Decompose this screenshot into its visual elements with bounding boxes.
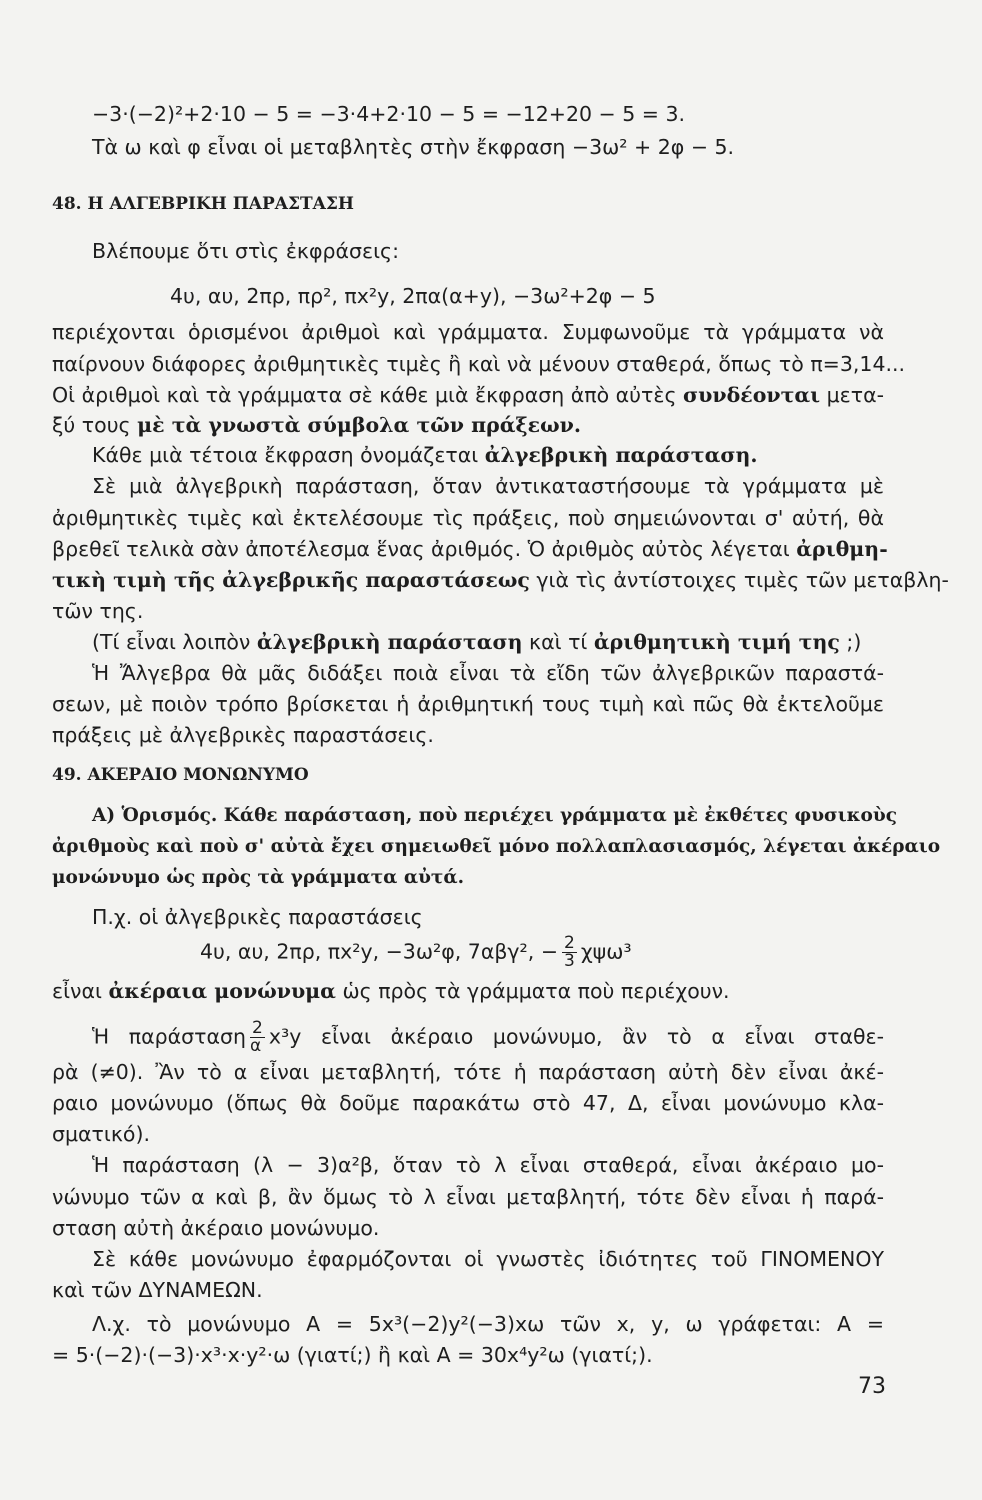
text-line [52, 411, 884, 439]
fraction-numerator: 2 [252, 1018, 263, 1038]
text-span: Κάθε μιὰ τέτοια ἔκφραση ὀνομάζεται [92, 443, 479, 467]
text-span: βρεθεῖ τελικὰ σὰν ἀποτέλεσμα ἕνας ἀριθμός. Ὁ ἀριθμὸς αὐτὸς λέγεται [52, 537, 790, 561]
text-line: Τὰ ω καὶ φ εἶναι οἱ μεταβλητὲς στὴν ἔκφραση −3ω² + 2φ − 5. [92, 135, 735, 159]
definition-line: ἀριθμοὺς καὶ ποὺ σ' αὐτὰ ἔχει σημειωθεῖ μόνο πολλαπλασιασμός, λέγεται ἀκέραιο [52, 836, 941, 857]
text-line: περιέχονται ὁρισμένοι ἀριθμοὶ καὶ γράμματα. Συμφωνοῦμε τὰ γράμματα νὰ [52, 320, 884, 344]
text-line [52, 381, 884, 409]
text-line: ραιο μονώνυμο (ὅπως θὰ δοῦμε παρακάτω στὸ 47, Δ, εἶναι μονώνυμο κλα- [52, 1091, 884, 1115]
text-line: καὶ τῶν ΔΥΝΑΜΕΩΝ. [52, 1278, 263, 1302]
bold-term: ἀλγεβρικὴ παράσταση. [484, 443, 758, 467]
text-span: ;) [846, 630, 862, 654]
text-span: καὶ τί [529, 630, 588, 654]
text-line [92, 628, 884, 656]
text-line: = 5·(−2)·(−3)·x³·x·y²·ω (γιατί;) ἢ καὶ Α = 30x⁴y²ω (γιατί;). [52, 1343, 653, 1367]
text-span: Οἱ ἀριθμοὶ καὶ τὰ γράμματα σὲ κάθε μιὰ ἔκφραση ἀπὸ αὐτὲς [52, 383, 677, 407]
text-span: εἶναι [52, 979, 102, 1003]
fraction [562, 935, 577, 970]
text-line: νώνυμο τῶν α καὶ β, ἂν ὅμως τὸ λ εἶναι μεταβλητή, τότε δὲν εἶναι ἡ παρά- [52, 1185, 884, 1209]
page-number: 73 [858, 1374, 886, 1399]
text-span: μετα- [826, 383, 885, 407]
section-heading-48: 48. Η ΑΛΓΕΒΡΙΚΗ ΠΑΡΑΣΤΑΣΗ [52, 194, 354, 214]
expression-span: χψω³ [580, 939, 632, 964]
text-span: Ἡ παράσταση [92, 1024, 247, 1049]
fraction [250, 1020, 265, 1055]
text-line: Σὲ μιὰ ἀλγεβρικὴ παράσταση, ὅταν ἀντικαταστήσουμε τὰ γράμματα μὲ [92, 474, 884, 498]
fraction-denominator: α [250, 1036, 262, 1056]
definition-line: Α) Ὁρισμός. Κάθε παράσταση, ποὺ περιέχει γράμματα μὲ ἐκθέτες φυσικοὺς [92, 805, 897, 826]
section-heading-49: 49. ΑΚΕΡΑΙΟ ΜΟΝΩΝΥΜΟ [52, 765, 309, 785]
text-line: σματικό). [52, 1122, 150, 1146]
text-line [92, 1020, 884, 1055]
bold-term: μὲ τὰ γνωστὰ σύμβολα τῶν πράξεων. [137, 413, 582, 437]
text-span: ὡς πρὸς τὰ γράμματα ποὺ περιέχουν. [342, 979, 730, 1003]
bold-term: ἀριθμητικὴ τιμή της [593, 630, 840, 654]
text-line: σταση αὐτὴ ἀκέραιο μονώνυμο. [52, 1216, 380, 1240]
text-line: Λ.χ. τὸ μονώνυμο Α = 5x³(−2)y²(−3)xω τῶν x, y, ω γράφεται: Α = [92, 1312, 884, 1336]
text-line: Σὲ κάθε μονώνυμο ἐφαρμόζονται οἱ γνωστὲς ἰδιότητες τοῦ ΓΙΝΟΜΕΝΟΥ [92, 1247, 884, 1271]
text-line: τῶν της. [52, 599, 144, 623]
text-line: Ἡ Ἄλγεβρα θὰ μᾶς διδάξει ποιὰ εἶναι τὰ εἴδη τῶν ἀλγεβρικῶν παραστά- [92, 661, 884, 685]
text-line: ρὰ (≠0). Ἂν τὸ α εἶναι μεταβλητή, τότε ἡ παράσταση αὐτὴ δὲν εἶναι ἀκέ- [52, 1060, 884, 1084]
text-line [52, 977, 884, 1005]
text-line: Βλέπουμε ὅτι στὶς ἐκφράσεις: [92, 239, 399, 263]
fraction-numerator: 2 [564, 933, 575, 953]
text-line [52, 566, 949, 594]
bold-term: τικὴ τιμὴ τῆς ἀλγεβρικῆς παραστάσεως [52, 568, 530, 592]
text-line [52, 535, 888, 563]
fraction-denominator: 3 [564, 951, 575, 971]
expression-list: 4υ, αυ, 2πρ, πρ², πx²y, 2πα(α+y), −3ω²+2φ − 5 [170, 284, 656, 308]
bold-term: συνδέονται [683, 383, 821, 407]
text-line: Ἡ παράσταση (λ − 3)α²β, ὅταν τὸ λ εἶναι σταθερά, εἶναι ἀκέραιο μο- [92, 1153, 884, 1177]
monomial-examples [200, 935, 760, 970]
definition-line: μονώνυμο ὡς πρὸς τὰ γράμματα αὐτά. [52, 867, 465, 888]
text-span: γιὰ τὶς ἀντίστοιχες τιμὲς τῶν μεταβλη- [536, 568, 949, 592]
text-line: ἀριθμητικὲς τιμὲς καὶ ἐκτελέσουμε τὶς πράξεις, ποὺ σημειώνονται σ' αὐτή, θὰ [52, 506, 884, 530]
text-line: πράξεις μὲ ἀλγεβρικὲς παραστάσεις. [52, 723, 434, 747]
text-span: (Τί εἶναι λοιπὸν [92, 630, 251, 654]
text-span: x³y εἶναι ἀκέραιο μονώνυμο, ἂν τὸ α εἶναι σταθε- [268, 1024, 885, 1049]
text-line: Π.χ. οἱ ἀλγεβρικὲς παραστάσεις [92, 905, 423, 929]
bold-term: ἀλγεβρικὴ παράσταση [256, 630, 523, 654]
expression-span: 4υ, αυ, 2πρ, πx²y, −3ω²φ, 7αβγ², − [200, 939, 558, 964]
text-span: ξύ τους [52, 413, 131, 437]
text-line: σεων, μὲ ποιὸν τρόπο βρίσκεται ἡ ἀριθμητική τους τιμὴ καὶ πῶς θὰ ἐκτελοῦμε [52, 692, 884, 716]
equation-line: −3·(−2)²+2·10 − 5 = −3·4+2·10 − 5 = −12+20 − 5 = 3. [92, 102, 686, 126]
bold-term: ἀκέραια μονώνυμα [108, 979, 336, 1003]
text-line: παίρνουν διάφορες ἀριθμητικὲς τιμὲς ἢ καὶ νὰ μένουν σταθερά, ὅπως τὸ π=3,14... [52, 352, 906, 376]
bold-term: ἀριθμη- [796, 537, 888, 561]
text-line [92, 441, 884, 469]
